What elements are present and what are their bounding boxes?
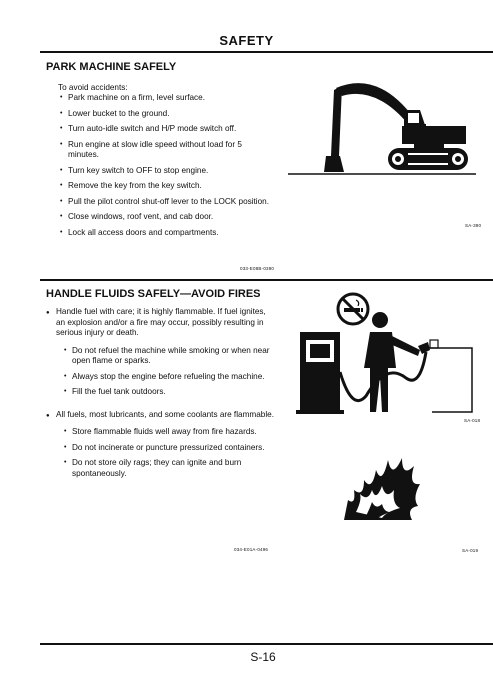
list-item: • Do not refuel the machine while smoking or when near open flame or sparks. — [64, 346, 274, 367]
sub-list — [56, 346, 274, 398]
section-title-park: PARK MACHINE SAFELY — [46, 61, 177, 73]
list-item — [46, 410, 274, 480]
footer-rule — [40, 643, 493, 645]
header-rule — [40, 51, 493, 53]
list-item: • Fill the fuel tank outdoors. — [64, 387, 274, 398]
sub-list — [56, 427, 274, 479]
figure-code-sa018: SA-018 — [464, 418, 481, 423]
section-divider — [40, 279, 493, 281]
list-item: • Lower bucket to the ground. — [60, 109, 270, 120]
list-item: • Always stop the engine before refueling the machine. — [64, 372, 274, 383]
list-item: • Park machine on a firm, level surface. — [60, 93, 270, 104]
refueling-icon — [296, 292, 476, 418]
no-smoking-icon — [336, 292, 370, 326]
figure-code-sa390: SA-390 — [465, 223, 482, 228]
list-item: • Lock all access doors and compartments. — [60, 228, 270, 239]
list-item: • Close windows, roof vent, and cab door. — [60, 212, 270, 223]
list-item: • Do not incinerate or puncture pressurized containers. — [64, 443, 274, 454]
page-title: SAFETY — [219, 33, 274, 48]
excavator-icon — [318, 72, 478, 184]
list-item: • Remove the key from the key switch. — [60, 181, 270, 192]
list-item: • Do not store oily rags; they can ignite and burn spontaneously. — [64, 458, 274, 479]
point-text: All fuels, most lubricants, and some coolants are flammable. — [56, 409, 274, 419]
list-item: • Run engine at slow idle speed without load for 5 minutes. — [60, 140, 270, 161]
fluids-list — [46, 307, 274, 484]
point-text: Handle fuel with care; it is highly flammable. If fuel ignites, an explosion and/or a fire may occur, possibly resulting in serious injury or death. — [56, 307, 266, 337]
park-list — [60, 93, 270, 243]
park-intro: To avoid accidents: — [58, 83, 128, 92]
list-item: • Turn key switch to OFF to stop engine. — [60, 166, 270, 177]
section-title-fluids: HANDLE FLUIDS SAFELY—AVOID FIRES — [46, 288, 261, 300]
list-item — [46, 307, 274, 398]
page-number: S-16 — [250, 650, 276, 664]
figure-code-sa019: SA-019 — [462, 548, 479, 553]
list-item: • Turn auto-idle switch and H/P mode switch off. — [60, 124, 270, 135]
doc-code-fluids: 034-E01A-0496 — [234, 547, 269, 552]
doc-code-park: 033-E08B-0390 — [240, 266, 275, 271]
list-item: • Store flammable fluids well away from fire hazards. — [64, 427, 274, 438]
list-item: • Pull the pilot control shut-off lever to the LOCK position. — [60, 197, 270, 208]
fire-icon — [342, 450, 422, 522]
